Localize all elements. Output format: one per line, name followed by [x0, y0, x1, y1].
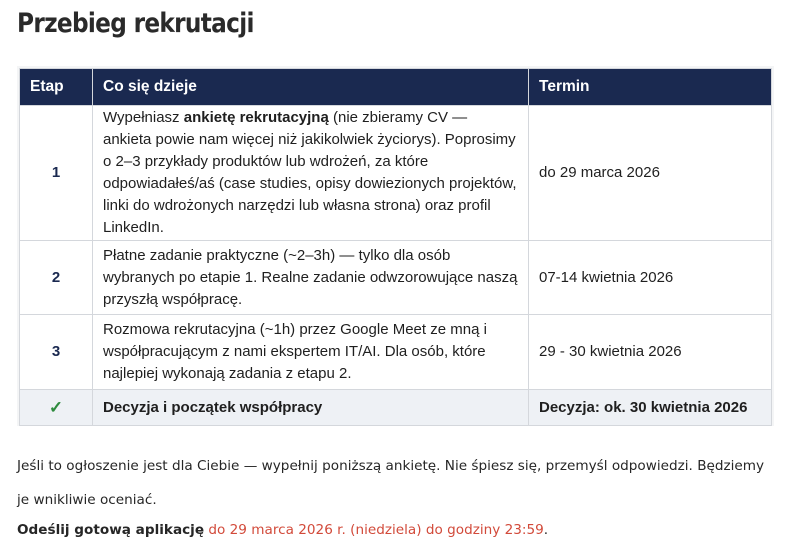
stage-number: 2: [20, 241, 93, 315]
stage-deadline: 29 - 30 kwietnia 2026: [529, 315, 772, 390]
submission-lead-text: Odeślij gotową aplikację: [17, 522, 205, 538]
table-row: [20, 315, 772, 390]
stage-description: Rozmowa rekrutacyjna (~1h) przez Google Meet ze mną i współpracującym z nami ekspertem IT/AI. Dla osób, które najlepiej wykonają zadania z etapu 2.: [93, 315, 529, 390]
timeline-table: [19, 68, 772, 426]
submission-deadline-paragraph: [17, 513, 777, 547]
stage-number: 1: [20, 106, 93, 241]
checkmark-icon: ✓: [20, 390, 93, 426]
table-row: [20, 106, 772, 241]
table-row-final: [20, 390, 772, 426]
page-title: Przebieg rekrutacji: [17, 8, 254, 39]
desc-text: Wypełniasz: [103, 109, 184, 126]
stage-number: 3: [20, 315, 93, 390]
desc-bold-text: ankietę rekrutacyjną: [183, 109, 329, 126]
stage-description: Płatne zadanie praktyczne (~2–3h) — tylko dla osób wybranych po etapie 1. Realne zadanie odwzorowujące naszą przyszłą współpracę.: [93, 241, 529, 315]
header-description: Co się dzieje: [93, 69, 529, 106]
table-header-row: [20, 69, 772, 106]
final-description: Decyzja i początek współpracy: [93, 390, 529, 426]
final-deadline: Decyzja: ok. 30 kwietnia 2026: [529, 390, 772, 426]
desc-text: (nie zbieramy CV — ankieta powie nam więcej niż jakikolwiek życiorys). Poprosimy o 2–3 przykłady produktów lub wdrożeń, za które odpowiadałeś/aś (case studies, opisy dowiezionych projektów, linki do wdrożonych narzędzi lub własna strona) oraz profil LinkedIn.: [103, 109, 517, 236]
table-row: [20, 241, 772, 315]
instruction-paragraph: Jeśli to ogłoszenie jest dla Ciebie — wypełnij poniższą ankietę. Nie śpiesz się, przemyśl odpowiedzi. Będziemy je wnikliwie oceniać.: [17, 458, 765, 508]
stage-deadline: do 29 marca 2026: [529, 106, 772, 241]
stage-description: [93, 106, 529, 241]
submission-end-text: .: [543, 522, 549, 538]
submission-deadline-text: do 29 marca 2026 r. (niedziela) do godziny 23:59: [208, 522, 544, 538]
header-etap: Etap: [20, 69, 93, 106]
recruitment-timeline-table: [17, 66, 774, 426]
header-termin: Termin: [529, 69, 772, 106]
stage-deadline: 07-14 kwietnia 2026: [529, 241, 772, 315]
